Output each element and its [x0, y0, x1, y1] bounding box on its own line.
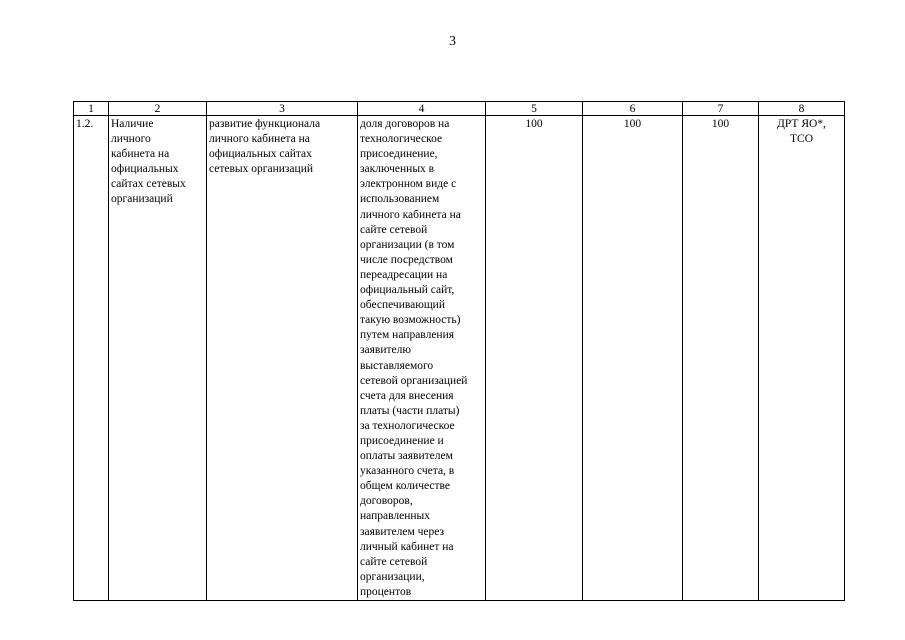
row-number: 1.2. [74, 116, 109, 601]
header-cell-6: 6 [583, 102, 683, 116]
header-cell-2: 2 [109, 102, 207, 116]
header-cell-3: 3 [207, 102, 358, 116]
page-number: 3 [449, 34, 456, 49]
table-header-row [74, 102, 845, 116]
header-cell-7: 7 [683, 102, 759, 116]
row-indicator: доля договоров на технологическое присоединение, заключенных в электронном виде с использованием личного кабинета на сайте сетевой организации (в том числе посредством переадресации на официальный сайт, обеспечивающий такую возможность) путем направления заявителю выставляемого сетевой организацией счета для внесения платы (части платы) за технологическое присоединение и оплаты заявителем указанного счета, в общем количестве договоров, направленных заявителем через личный кабинет на сайте сетевой организации, процентов [358, 116, 486, 601]
header-cell-4: 4 [358, 102, 486, 116]
header-cell-1: 1 [74, 102, 109, 116]
row-responsible: ДРТ ЯО*, ТСО [759, 116, 845, 601]
header-cell-5: 5 [486, 102, 583, 116]
row-value-col5: 100 [486, 116, 583, 601]
row-name: Наличие личного кабинета на официальных сайтах сетевых организаций [109, 116, 207, 601]
table-row [74, 116, 845, 601]
header-cell-8: 8 [759, 102, 845, 116]
row-measure: развитие функционала личного кабинета на официальных сайтах сетевых организаций [207, 116, 358, 601]
row-value-col6: 100 [583, 116, 683, 601]
row-value-col7: 100 [683, 116, 759, 601]
indicators-table [73, 101, 845, 601]
